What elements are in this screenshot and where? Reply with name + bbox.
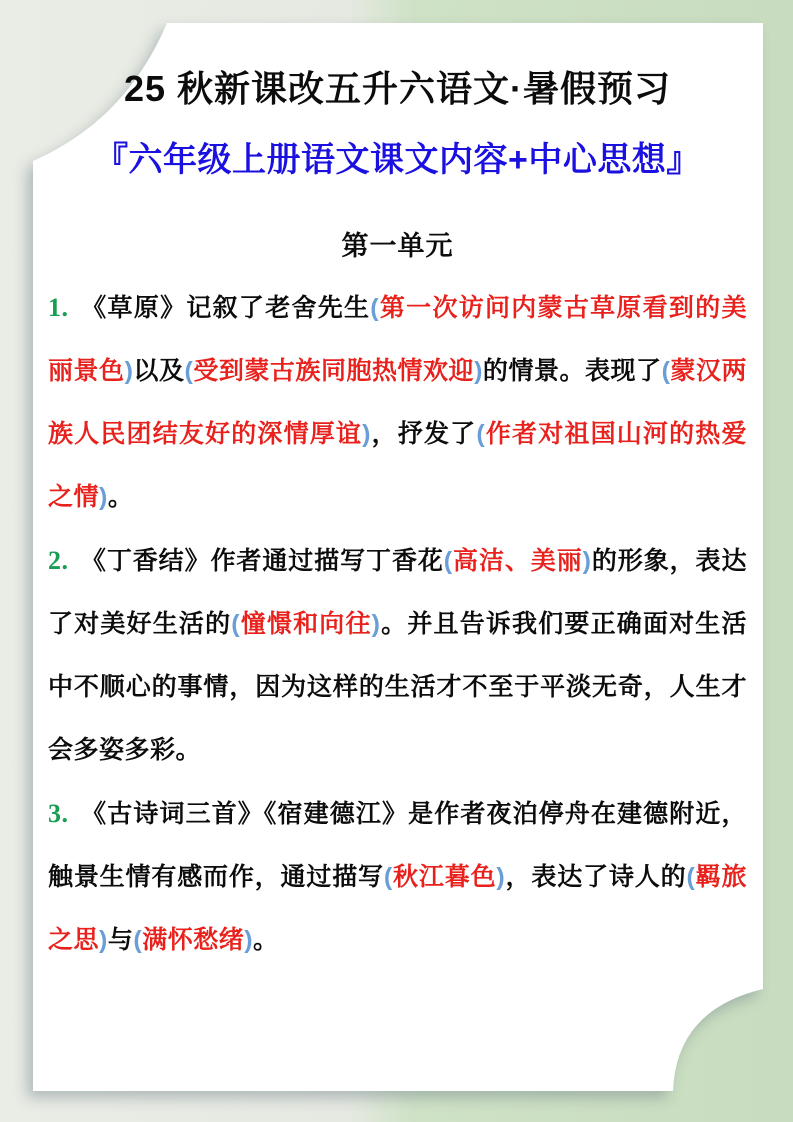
page-title: 25 秋新课改五升六语文·暑假预习	[123, 68, 672, 109]
list-item	[48, 529, 747, 782]
text-segment: (	[370, 294, 380, 322]
text-segment: (	[383, 863, 393, 891]
text-segment: 受到蒙古族同胞热情欢迎	[193, 357, 475, 385]
text-segment: 《丁香结》作者通过描写丁香花	[80, 547, 444, 575]
text-segment: 。	[107, 483, 134, 511]
text-segment: 作者对祖国山河的热爱之情	[48, 420, 747, 511]
page-subtitle: 『六年级上册语文课文内容+中心思想』	[94, 141, 701, 179]
text-segment: )	[474, 357, 483, 385]
card-content	[33, 23, 763, 1091]
text-segment: (	[686, 863, 696, 891]
section-heading: 第一单元	[341, 231, 454, 261]
text-segment: )	[244, 926, 254, 954]
item-number: 3.	[48, 799, 69, 828]
text-segment: )	[496, 863, 506, 891]
text-segment: (	[231, 610, 241, 638]
text-segment: )	[371, 610, 381, 638]
text-segment: ，表达了诗人的	[505, 863, 687, 891]
text-segment: )	[99, 483, 108, 511]
text-segment: 满怀愁绪	[142, 926, 245, 954]
text-segment: 的情景。表现了	[482, 357, 662, 385]
text-segment: 憧憬和向往	[240, 610, 372, 638]
text-segment: 以及	[133, 357, 185, 385]
text-segment: 与	[107, 926, 134, 954]
text-segment: ，抒发了	[370, 420, 477, 448]
text-segment: 的形象，表达了对美好生活的	[48, 547, 747, 638]
text-segment: 高洁、美丽	[452, 547, 583, 575]
text-segment: )	[99, 926, 108, 954]
list-item	[48, 276, 747, 529]
text-segment: 。	[253, 926, 279, 954]
text-segment: 《草原》记叙了老舍先生	[80, 294, 371, 322]
items-container	[48, 276, 747, 972]
text-segment: 蒙汉两族人民团结友好的深情厚谊	[48, 357, 747, 448]
text-segment: 羁旅之思	[48, 863, 747, 954]
text-segment: 秋江暮色	[392, 863, 497, 891]
item-number: 2.	[48, 546, 69, 575]
item-number: 1.	[48, 293, 69, 322]
text-segment: (	[133, 926, 143, 954]
text-segment: )	[362, 420, 371, 448]
text-segment: (	[443, 547, 453, 575]
text-segment: (	[661, 357, 671, 385]
text-segment: )	[582, 547, 592, 575]
text-segment: 。并且告诉我们要正确面对生活中不顺心的事情，因为这样的生活才不至于平淡无奇，人生才会多姿多彩。	[48, 610, 747, 764]
text-segment: (	[476, 420, 486, 448]
text-segment: (	[184, 357, 194, 385]
text-segment: 第一次访问内蒙古草原看到的美丽景色	[48, 294, 747, 385]
text-segment: )	[124, 357, 134, 385]
list-item	[48, 782, 747, 972]
text-segment: 《古诗词三首》《宿建德江》是作者夜泊停舟在建德附近，触景生情有感而作，通过描写	[48, 800, 747, 891]
